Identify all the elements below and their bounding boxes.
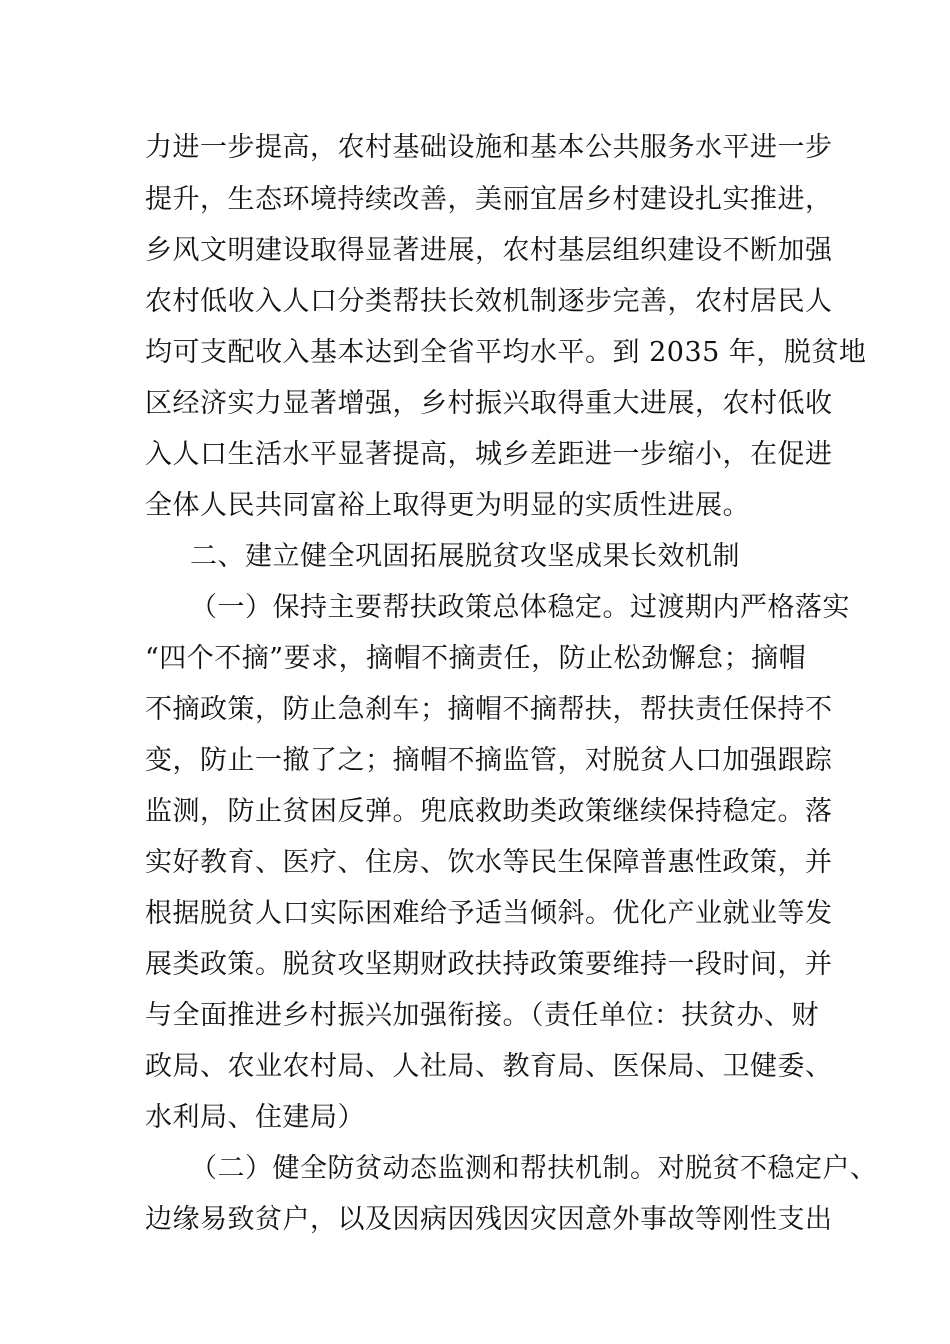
body-text-line: “四个不摘”要求，摘帽不摘责任，防止松劲懈怠；摘帽 [145, 643, 807, 674]
body-text-line: 入人口生活水平显著提高，城乡差距进一步缩小，在促进 [145, 439, 833, 470]
body-text-line: 边缘易致贫户，以及因病因残因灾因意外事故等刚性支出 [145, 1204, 833, 1235]
body-text-line: 监测，防止贫困反弹。兜底救助类政策继续保持稳定。落 [145, 796, 833, 827]
body-text-line: 区经济实力显著增强，乡村振兴取得重大进展，农村低收 [145, 388, 833, 419]
body-text-line: 政局、农业农村局、人社局、教育局、医保局、卫健委、 [145, 1051, 833, 1082]
body-text-line: 均可支配收入基本达到全省平均水平。到 2035 年，脱贫地 [145, 337, 867, 368]
body-text-line: 根据脱贫人口实际困难给予适当倾斜。优化产业就业等发 [145, 898, 833, 929]
subsection-heading-line: （一）保持主要帮扶政策总体稳定。过渡期内严格落实 [190, 592, 850, 623]
body-text-line: 与全面推进乡村振兴加强衔接。（责任单位：扶贫办、财 [145, 1000, 819, 1031]
body-text-line: 水利局、住建局） [145, 1102, 365, 1133]
body-text-line: 提升，生态环境持续改善，美丽宜居乡村建设扎实推进， [145, 184, 833, 215]
section-heading: 二、建立健全巩固拓展脱贫攻坚成果长效机制 [190, 541, 740, 572]
subsection-heading-line: （二）健全防贫动态监测和帮扶机制。对脱贫不稳定户、 [190, 1153, 878, 1184]
body-text-line: 农村低收入人口分类帮扶长效机制逐步完善，农村居民人 [145, 286, 833, 317]
body-text-line: 力进一步提高，农村基础设施和基本公共服务水平进一步 [145, 132, 833, 163]
body-text-line: 实好教育、医疗、住房、饮水等民生保障普惠性政策，并 [145, 847, 833, 878]
body-text-line: 展类政策。脱贫攻坚期财政扶持政策要维持一段时间，并 [145, 949, 833, 980]
body-text-line: 变，防止一撤了之；摘帽不摘监管，对脱贫人口加强跟踪 [145, 745, 833, 776]
body-text-line: 不摘政策，防止急刹车；摘帽不摘帮扶，帮扶责任保持不 [145, 694, 833, 725]
body-text-line: 乡风文明建设取得显著进展，农村基层组织建设不断加强 [145, 235, 833, 266]
body-text-line: 全体人民共同富裕上取得更为明显的实质性进展。 [145, 490, 750, 521]
